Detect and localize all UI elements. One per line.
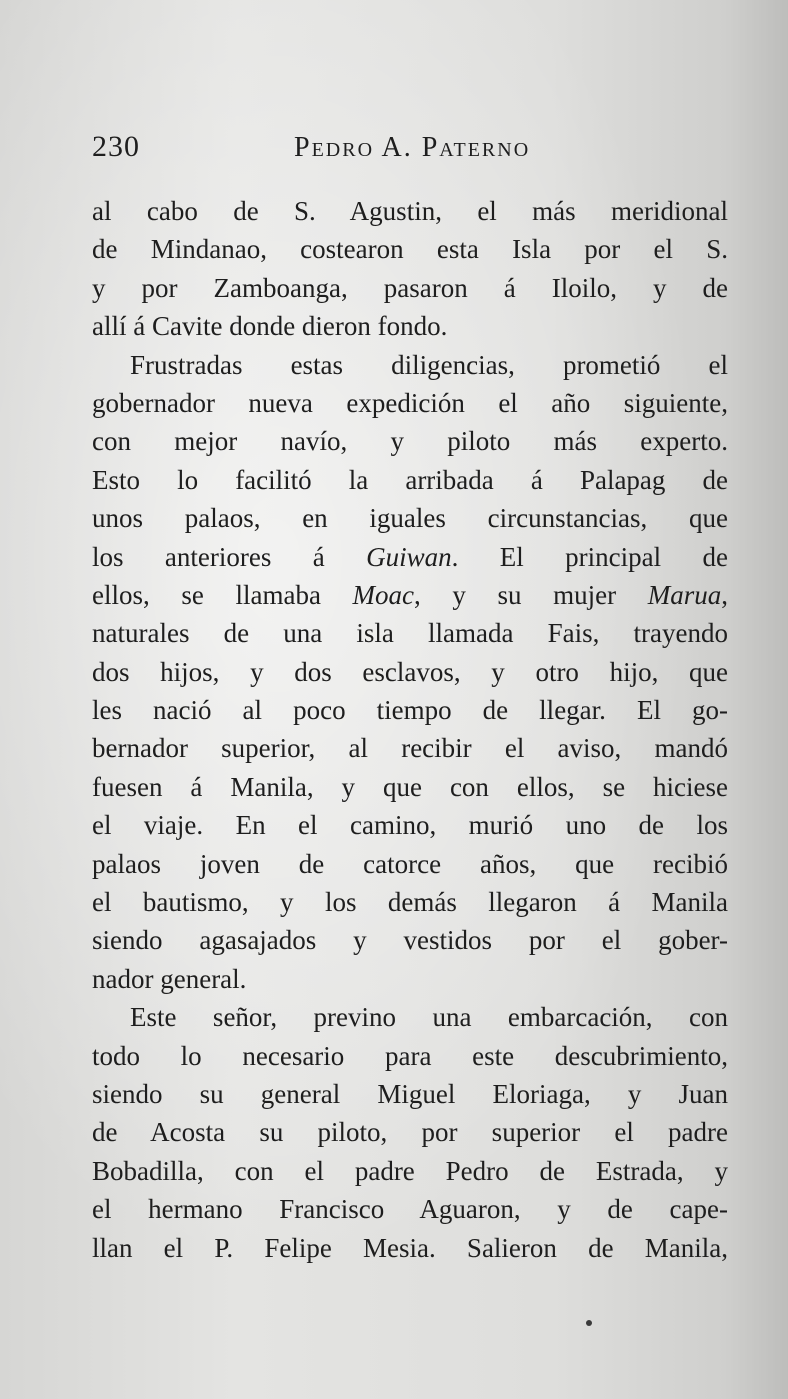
text-line: los anteriores á Guiwan. El principal de bbox=[92, 541, 728, 572]
text-line: llan el P. Felipe Mesia. Salieron de Manila, bbox=[92, 1232, 728, 1263]
text-line: naturales de una isla llamada Fais, trayendo bbox=[92, 618, 728, 649]
body-text bbox=[92, 192, 728, 1267]
text-line: el hermano Francisco Aguaron, y de cape- bbox=[92, 1194, 728, 1225]
text-line: ellos, se llamaba Moac, y su mujer Marua, bbox=[92, 579, 728, 610]
text-line: al cabo de S. Agustin, el más meridional bbox=[92, 196, 728, 226]
text-line: Bobadilla, con el padre Pedro de Estrada, y bbox=[92, 1155, 728, 1186]
text-line: y por Zamboanga, pasaron á Iloilo, y de bbox=[92, 272, 728, 303]
text-line: el bautismo, y los demás llegaron á Manila bbox=[92, 887, 728, 918]
text-line: de Acosta su piloto, por superior el padre bbox=[92, 1117, 728, 1148]
text-line: siendo su general Miguel Eloriaga, y Juan bbox=[92, 1078, 728, 1109]
text-line: Frustradas estas diligencias, prometió el bbox=[130, 349, 728, 380]
text-line: todo lo necesario para este descubrimiento, bbox=[92, 1040, 728, 1071]
text-line: palaos joven de catorce años, que recibió bbox=[92, 848, 728, 879]
running-head: Pedro A. Paterno bbox=[294, 132, 531, 163]
text-line: con mejor navío, y piloto más experto. bbox=[92, 426, 728, 457]
page-number: 230 bbox=[92, 130, 140, 163]
text-line: bernador superior, al recibir el aviso, mandó bbox=[92, 733, 728, 764]
text-line: unos palaos, en iguales circunstancias, que bbox=[92, 503, 728, 534]
ink-speck bbox=[586, 1320, 592, 1326]
text-line: gobernador nueva expedición el año siguiente, bbox=[92, 387, 728, 418]
text-line: de Mindanao, costearon esta Isla por el S. bbox=[92, 234, 728, 265]
text-line: allí á Cavite donde dieron fondo. bbox=[92, 311, 448, 342]
text-line: Esto lo facilitó la arribada á Palapag de bbox=[92, 464, 728, 495]
text-line: les nació al poco tiempo de llegar. El go- bbox=[92, 695, 728, 726]
text-line: siendo agasajados y vestidos por el gober- bbox=[92, 925, 728, 956]
text-line: el viaje. En el camino, murió uno de los bbox=[92, 810, 728, 841]
text-line: fuesen á Manila, y que con ellos, se hiciese bbox=[92, 771, 728, 802]
page-header bbox=[92, 130, 732, 170]
text-line: dos hijos, y dos esclavos, y otro hijo, que bbox=[92, 656, 728, 687]
text-line: Este señor, previno una embarcación, con bbox=[130, 1002, 728, 1033]
text-line: nador general. bbox=[92, 963, 247, 994]
